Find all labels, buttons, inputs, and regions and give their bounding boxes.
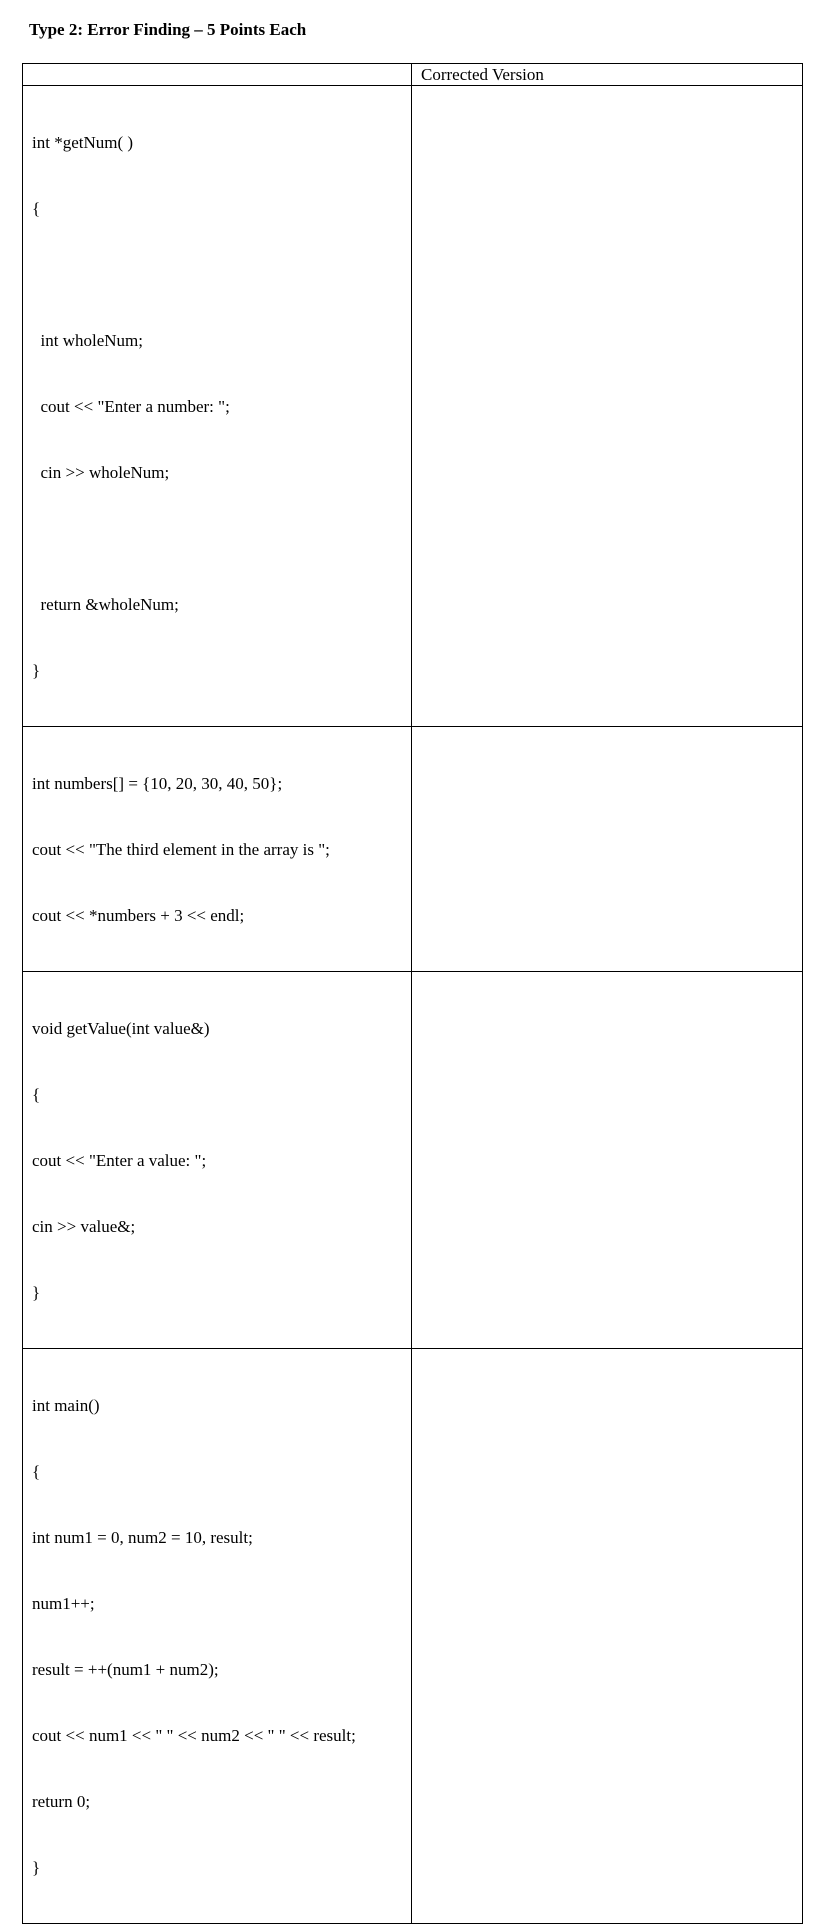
- corrected-cell[interactable]: [412, 1349, 803, 1924]
- code-line: {: [32, 1462, 41, 1481]
- error-finding-table: [22, 63, 803, 1924]
- code-line: }: [32, 1283, 41, 1302]
- code-line: }: [32, 1858, 41, 1877]
- code-block: [23, 727, 411, 971]
- code-line: cout << num1 << " " << num2 << " " << result;: [32, 1726, 356, 1745]
- code-block: [23, 1349, 411, 1923]
- section-title: Type 2: Error Finding – 5 Points Each: [29, 20, 307, 39]
- code-line: void getValue(int value&): [32, 1019, 210, 1038]
- table-row: [23, 727, 803, 972]
- header-cell-corrected-version: Corrected Version: [412, 64, 803, 86]
- code-line: cout << "The third element in the array is ";: [32, 840, 330, 859]
- corrected-cell[interactable]: [412, 972, 803, 1349]
- code-block: [23, 86, 411, 726]
- code-line: num1++;: [32, 1594, 95, 1613]
- code-cell: [23, 86, 412, 727]
- header-cell-left: [23, 64, 412, 86]
- code-line: result = ++(num1 + num2);: [32, 1660, 219, 1679]
- code-line: return 0;: [32, 1792, 91, 1811]
- code-line: int numbers[] = {10, 20, 30, 40, 50};: [32, 774, 283, 793]
- code-line: {: [32, 199, 41, 218]
- code-line: cout << "Enter a value: ";: [32, 1151, 207, 1170]
- code-line: }: [32, 661, 41, 680]
- code-line: [32, 528, 411, 550]
- code-line: int wholeNum;: [32, 331, 143, 350]
- code-line: cout << "Enter a number: ";: [32, 397, 230, 416]
- code-line: cin >> wholeNum;: [32, 463, 170, 482]
- code-line: [32, 264, 411, 286]
- table-header-row: [23, 64, 803, 86]
- code-line: {: [32, 1085, 41, 1104]
- table-row: [23, 972, 803, 1349]
- code-line: cout << *numbers + 3 << endl;: [32, 906, 245, 925]
- code-block: [23, 972, 411, 1348]
- code-line: int main(): [32, 1396, 100, 1415]
- table-row: [23, 1349, 803, 1924]
- code-line: int *getNum( ): [32, 133, 134, 152]
- corrected-cell[interactable]: [412, 86, 803, 727]
- corrected-cell[interactable]: [412, 727, 803, 972]
- code-line: int num1 = 0, num2 = 10, result;: [32, 1528, 253, 1547]
- code-line: return &wholeNum;: [32, 595, 179, 614]
- code-cell: [23, 1349, 412, 1924]
- code-cell: [23, 972, 412, 1349]
- code-line: cin >> value&;: [32, 1217, 136, 1236]
- table-row: [23, 86, 803, 727]
- code-cell: [23, 727, 412, 972]
